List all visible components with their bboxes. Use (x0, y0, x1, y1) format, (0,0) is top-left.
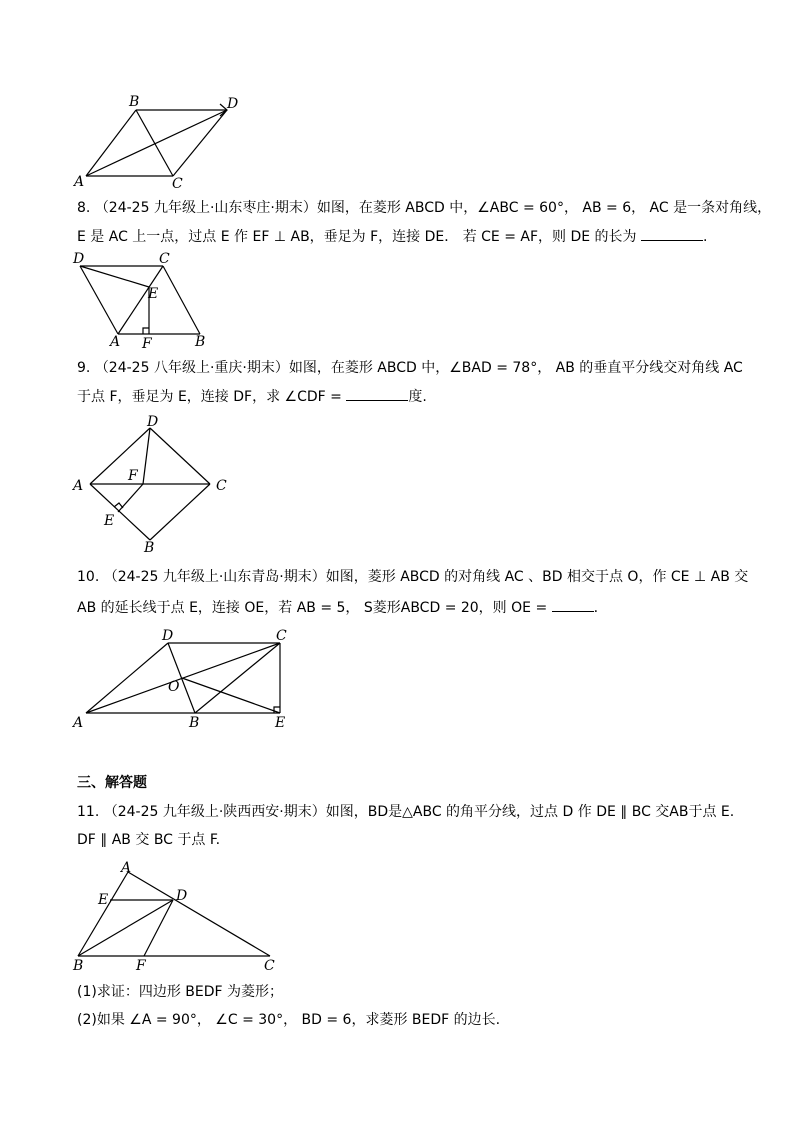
q8-line1: （24-25 九年级上·山东枣庄·期末）如图，在菱形 ABCD 中，∠ABC = 60°， AB = 6， AC 是一条对角线， (94, 200, 772, 216)
figure-q8-rhombus (0, 250, 800, 350)
fig11-label-C: C (264, 958, 275, 974)
q9-number: 9. (77, 360, 91, 376)
fig7-label-A: A (74, 174, 85, 190)
fig7-label-C: C (172, 176, 183, 192)
fig10-label-E: E (275, 715, 286, 731)
fig8-label-F: F (142, 336, 152, 352)
fig9-label-F: F (128, 468, 138, 484)
fig8-label-B: B (195, 334, 206, 350)
fig8-label-C: C (159, 251, 170, 267)
q9-text-line2 (77, 386, 427, 407)
q10-text-line2 (77, 597, 598, 618)
figure-q7-rhombus (0, 0, 800, 200)
q11-text-line1 (77, 802, 734, 822)
q8-text-line2 (77, 226, 707, 247)
q8-line2-end: . (703, 229, 708, 245)
q8-answer-blank[interactable] (641, 226, 703, 241)
q10-answer-blank[interactable] (552, 597, 594, 612)
q11-line1: （24-25 九年级上·陕西西安·期末）如图，BD是△ABC 的角平分线，过点 D 作 DE ∥ BC 交AB于点 E. (103, 804, 735, 820)
q11-line2: DF ∥ AB 交 BC 于点 F. (77, 832, 221, 848)
fig9-label-B: B (144, 540, 155, 556)
fig11-label-E: E (98, 892, 109, 908)
fig10-label-A: A (73, 715, 84, 731)
q11-number: 11. (77, 804, 100, 820)
fig10-label-D: D (162, 628, 174, 644)
fig10-label-O: O (168, 679, 180, 695)
q9-answer-blank[interactable] (346, 386, 408, 401)
q8-number: 8. (77, 200, 91, 216)
q11-part1: (1)求证：四边形 BEDF 为菱形； (77, 984, 284, 1000)
fig10-label-C: C (276, 628, 287, 644)
fig8-label-E: E (148, 286, 159, 302)
fig8-label-A: A (110, 334, 121, 350)
fig11-label-F: F (136, 958, 146, 974)
q8-text-line1 (77, 198, 771, 218)
section-title: 三、解答题 (77, 775, 147, 791)
q8-line2: E 是 AC 上一点，过点 E 作 EF ⊥ AB，垂足为 F，连接 DE． 若 CE = AF，则 DE 的长为 (77, 229, 637, 245)
q9-line2-end: 度. (408, 389, 427, 405)
figure-q9-rhombus (0, 410, 800, 560)
figure-q10-rhombus (0, 625, 800, 745)
q10-text-line1 (77, 567, 748, 587)
q9-line1: （24-25 八年级上·重庆·期末）如图，在菱形 ABCD 中，∠BAD = 78°， AB 的垂直平分线交对角线 AC (94, 360, 743, 376)
q10-number: 10. (77, 569, 100, 585)
fig11-label-B: B (73, 958, 84, 974)
fig7-label-B: B (129, 94, 140, 110)
fig9-label-C: C (216, 478, 227, 494)
fig7-label-D: D (227, 96, 239, 112)
q9-text-line1 (77, 358, 743, 378)
fig11-label-A: A (121, 860, 132, 876)
q10-line2-end: . (593, 600, 599, 616)
q10-line2: AB 的延长线于点 E，连接 OE，若 AB = 5， S菱形ABCD = 20，则 OE = (77, 600, 548, 616)
fig8-label-D: D (73, 251, 85, 267)
fig9-label-A: A (73, 478, 84, 494)
figure-q11-triangle (0, 850, 800, 980)
q11-part2: (2)如果 ∠A = 90°， ∠C = 30°， BD = 6，求菱形 BEDF 的边长. (77, 1012, 501, 1028)
fig11-label-D: D (176, 888, 188, 904)
fig10-label-B: B (189, 715, 200, 731)
q11-text-line2 (77, 830, 220, 850)
q9-line2: 于点 F，垂足为 E，连接 DF，求 ∠CDF = (77, 389, 342, 405)
q10-line1: （24-25 九年级上·山东青岛·期末）如图，菱形 ABCD 的对角线 AC 、BD 相交于点 O，作 CE ⊥ AB 交 (103, 569, 749, 585)
fig9-label-E: E (104, 513, 115, 529)
fig9-label-D: D (147, 414, 159, 430)
